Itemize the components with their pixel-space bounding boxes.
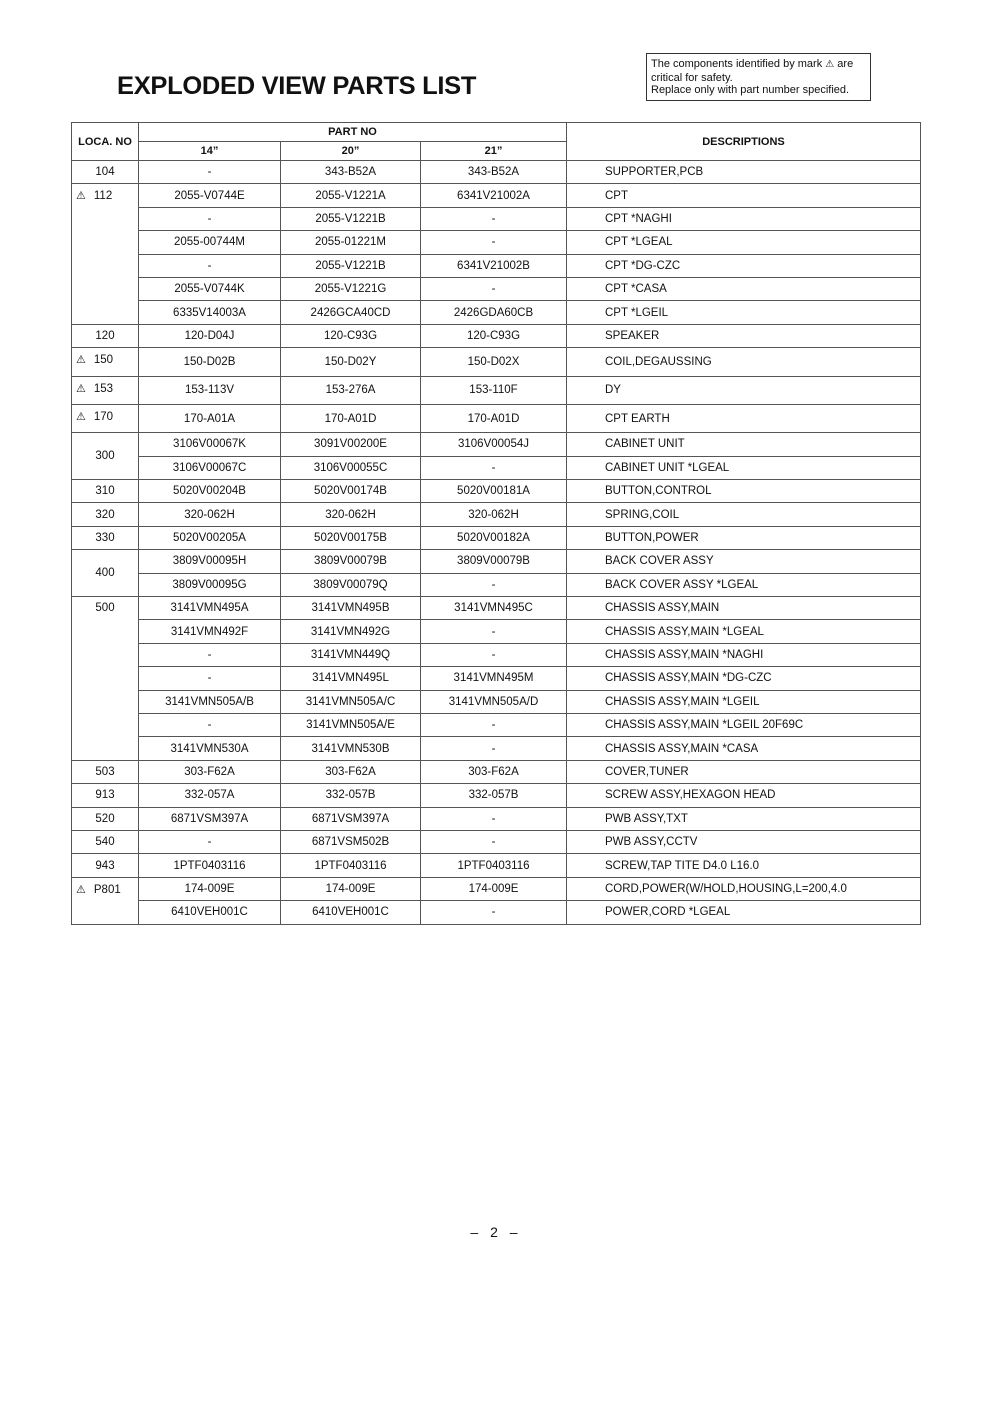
page-number: – 2 – — [470, 1224, 522, 1240]
description-cell: CPT *LGEIL — [567, 301, 921, 324]
header-size-14: 14” — [139, 142, 281, 161]
part-no-14-cell: 2055-V0744E — [139, 184, 281, 207]
description-cell: CHASSIS ASSY,MAIN *LGEIL — [567, 690, 921, 713]
part-no-14-cell: 3141VMN505A/B — [139, 690, 281, 713]
table-row — [72, 643, 921, 666]
part-no-21-cell: - — [421, 277, 567, 300]
part-no-20-cell: 343-B52A — [281, 161, 421, 184]
page-title: EXPLODED VIEW PARTS LIST — [117, 72, 477, 100]
description-cell: CHASSIS ASSY,MAIN *DG-CZC — [567, 667, 921, 690]
loca-no-value: 540 — [95, 836, 115, 849]
part-no-14-cell: 6871VSM397A — [139, 807, 281, 830]
part-no-20-cell: 6410VEH001C — [281, 901, 421, 924]
loca-no-cell — [72, 404, 139, 432]
loca-no-value: 913 — [95, 789, 115, 802]
loca-no-value: 520 — [95, 812, 115, 825]
table-row — [72, 456, 921, 479]
part-no-14-cell: 303-F62A — [139, 760, 281, 783]
part-no-20-cell: 2426GCA40CD — [281, 301, 421, 324]
table-row — [72, 573, 921, 596]
description-cell: SCREW,TAP TITE D4.0 L16.0 — [567, 854, 921, 877]
part-no-14-cell: - — [139, 643, 281, 666]
part-no-20-cell: 3106V00055C — [281, 456, 421, 479]
table-row — [72, 231, 921, 254]
loca-no-cell — [72, 161, 139, 184]
description-cell: CPT *CASA — [567, 277, 921, 300]
part-no-20-cell: 6871VSM502B — [281, 830, 421, 853]
loca-no-cell — [72, 348, 139, 376]
warning-icon: ⚠ — [76, 354, 86, 367]
part-no-14-cell: 170-A01A — [139, 404, 281, 432]
loca-no-value: 170 — [93, 410, 114, 423]
table-row — [72, 690, 921, 713]
description-cell: BUTTON,CONTROL — [567, 480, 921, 503]
part-no-20-cell: 3809V00079B — [281, 550, 421, 573]
description-cell: CABINET UNIT *LGEAL — [567, 456, 921, 479]
part-no-21-cell: - — [421, 207, 567, 230]
part-no-21-cell: 3141VMN505A/D — [421, 690, 567, 713]
safety-note-line1 — [651, 58, 870, 72]
loca-no-cell — [72, 480, 139, 503]
part-no-21-cell: 303-F62A — [421, 760, 567, 783]
part-no-21-cell: 174-009E — [421, 877, 567, 900]
part-no-14-cell: - — [139, 207, 281, 230]
safety-note-line3: Replace only with part number specified. — [651, 84, 850, 96]
safety-note-line2: critical for safety. — [651, 71, 733, 84]
part-no-21-cell: - — [421, 573, 567, 596]
parts-table — [71, 122, 921, 925]
description-cell: CPT EARTH — [567, 404, 921, 432]
part-no-21-cell: 343-B52A — [421, 161, 567, 184]
description-cell: CORD,POWER(W/HOLD,HOUSING,L=200,4.0 — [567, 877, 921, 900]
part-no-20-cell: 2055-V1221G — [281, 277, 421, 300]
description-cell: SPRING,COIL — [567, 503, 921, 526]
part-no-14-cell: 2055-00744M — [139, 231, 281, 254]
description-cell: POWER,CORD *LGEAL — [567, 901, 921, 924]
warning-icon: ⚠ — [76, 883, 86, 896]
warning-icon: ⚠ — [76, 190, 86, 203]
table-row — [72, 376, 921, 404]
part-no-21-cell: 1PTF0403116 — [421, 854, 567, 877]
description-cell: COVER,TUNER — [567, 760, 921, 783]
description-cell: CPT *LGEAL — [567, 231, 921, 254]
description-cell: COIL,DEGAUSSING — [567, 348, 921, 376]
part-no-20-cell: 3091V00200E — [281, 433, 421, 456]
loca-no-value: 120 — [95, 329, 115, 342]
part-no-21-cell: 6341V21002B — [421, 254, 567, 277]
part-no-20-cell: 5020V00174B — [281, 480, 421, 503]
part-no-20-cell: 5020V00175B — [281, 526, 421, 549]
description-cell: CPT *NAGHI — [567, 207, 921, 230]
table-row — [72, 503, 921, 526]
loca-no-value: 500 — [95, 602, 115, 615]
part-no-21-cell: - — [421, 456, 567, 479]
header-size-21: 21” — [421, 142, 567, 161]
part-no-20-cell: 3141VMN492G — [281, 620, 421, 643]
description-cell: CHASSIS ASSY,MAIN — [567, 597, 921, 620]
table-row — [72, 760, 921, 783]
part-no-14-cell: - — [139, 830, 281, 853]
part-no-20-cell: 2055-V1221B — [281, 207, 421, 230]
table-row — [72, 480, 921, 503]
part-no-21-cell: 150-D02X — [421, 348, 567, 376]
safety-note — [646, 53, 871, 101]
header-descriptions: DESCRIPTIONS — [567, 123, 921, 161]
part-no-14-cell: 6335V14003A — [139, 301, 281, 324]
part-no-21-cell: 320-062H — [421, 503, 567, 526]
part-no-14-cell: 1PTF0403116 — [139, 854, 281, 877]
part-no-20-cell: 170-A01D — [281, 404, 421, 432]
description-cell: SCREW ASSY,HEXAGON HEAD — [567, 784, 921, 807]
loca-no-cell — [72, 807, 139, 830]
part-no-21-cell: - — [421, 901, 567, 924]
table-row — [72, 348, 921, 376]
part-no-21-cell: 6341V21002A — [421, 184, 567, 207]
part-no-20-cell: 2055-V1221B — [281, 254, 421, 277]
part-no-21-cell: 170-A01D — [421, 404, 567, 432]
part-no-21-cell: - — [421, 830, 567, 853]
table-row — [72, 324, 921, 347]
part-no-14-cell: 332-057A — [139, 784, 281, 807]
part-no-14-cell: - — [139, 667, 281, 690]
loca-no-value: 153 — [93, 382, 114, 395]
part-no-20-cell: 320-062H — [281, 503, 421, 526]
header-part-no: PART NO — [139, 123, 567, 142]
part-no-14-cell: 3809V00095H — [139, 550, 281, 573]
loca-no-value: 104 — [95, 166, 115, 179]
table-row — [72, 877, 921, 900]
description-cell: CHASSIS ASSY,MAIN *LGEAL — [567, 620, 921, 643]
part-no-20-cell: 303-F62A — [281, 760, 421, 783]
part-no-21-cell: - — [421, 643, 567, 666]
loca-no-cell — [72, 877, 139, 924]
part-no-14-cell: 6410VEH001C — [139, 901, 281, 924]
part-no-21-cell: - — [421, 231, 567, 254]
table-row — [72, 254, 921, 277]
table-row — [72, 161, 921, 184]
table-row — [72, 526, 921, 549]
header-size-20: 20” — [281, 142, 421, 161]
loca-no-value: 150 — [93, 354, 114, 367]
loca-no-value: 300 — [95, 450, 115, 463]
loca-no-cell — [72, 503, 139, 526]
table-row — [72, 737, 921, 760]
loca-no-value: 943 — [95, 859, 115, 872]
loca-no-cell — [72, 433, 139, 480]
part-no-20-cell: 3141VMN495B — [281, 597, 421, 620]
part-no-14-cell: - — [139, 161, 281, 184]
part-no-21-cell: 3106V00054J — [421, 433, 567, 456]
part-no-21-cell: 2426GDA60CB — [421, 301, 567, 324]
table-row — [72, 404, 921, 432]
table-row — [72, 667, 921, 690]
loca-no-value: 330 — [95, 532, 115, 545]
part-no-21-cell: 3809V00079B — [421, 550, 567, 573]
header-loca-no: LOCA. NO — [72, 123, 139, 161]
part-no-20-cell: 332-057B — [281, 784, 421, 807]
part-no-14-cell: 3141VMN495A — [139, 597, 281, 620]
part-no-14-cell: 120-D04J — [139, 324, 281, 347]
table-row — [72, 550, 921, 573]
part-no-20-cell: 2055-V1221A — [281, 184, 421, 207]
loca-no-value: 400 — [95, 567, 115, 580]
part-no-21-cell: - — [421, 737, 567, 760]
description-cell: CHASSIS ASSY,MAIN *CASA — [567, 737, 921, 760]
part-no-14-cell: 153-113V — [139, 376, 281, 404]
part-no-20-cell: 3141VMN495L — [281, 667, 421, 690]
table-row — [72, 830, 921, 853]
table-row — [72, 901, 921, 924]
part-no-21-cell: 3141VMN495C — [421, 597, 567, 620]
warning-icon: ⚠ — [76, 410, 86, 423]
loca-no-cell — [72, 376, 139, 404]
description-cell: PWB ASSY,TXT — [567, 807, 921, 830]
part-no-21-cell: - — [421, 620, 567, 643]
part-no-20-cell: 3809V00079Q — [281, 573, 421, 596]
description-cell: BACK COVER ASSY *LGEAL — [567, 573, 921, 596]
description-cell: CPT *DG-CZC — [567, 254, 921, 277]
warning-icon: ⚠ — [76, 382, 86, 395]
loca-no-cell — [72, 854, 139, 877]
part-no-21-cell: 332-057B — [421, 784, 567, 807]
part-no-14-cell: 3106V00067K — [139, 433, 281, 456]
description-cell: SUPPORTER,PCB — [567, 161, 921, 184]
description-cell: SPEAKER — [567, 324, 921, 347]
loca-no-value: 503 — [95, 765, 115, 778]
loca-no-cell — [72, 784, 139, 807]
description-cell: CPT — [567, 184, 921, 207]
part-no-20-cell: 3141VMN449Q — [281, 643, 421, 666]
table-row — [72, 433, 921, 456]
part-no-14-cell: - — [139, 254, 281, 277]
part-no-14-cell: 150-D02B — [139, 348, 281, 376]
safety-note-text-end: are — [837, 58, 854, 70]
part-no-14-cell: 2055-V0744K — [139, 277, 281, 300]
part-no-21-cell: 153-110F — [421, 376, 567, 404]
part-no-14-cell: 3141VMN492F — [139, 620, 281, 643]
part-no-21-cell: 5020V00182A — [421, 526, 567, 549]
safety-note-text: The components identified by mark — [651, 58, 823, 70]
loca-no-value: 112 — [93, 190, 113, 203]
part-no-21-cell: - — [421, 713, 567, 736]
part-no-14-cell: 174-009E — [139, 877, 281, 900]
table-row — [72, 854, 921, 877]
loca-no-value: 320 — [95, 508, 115, 521]
parts-table-body — [72, 161, 921, 925]
part-no-20-cell: 174-009E — [281, 877, 421, 900]
part-no-20-cell: 3141VMN505A/E — [281, 713, 421, 736]
loca-no-cell — [72, 184, 139, 324]
part-no-20-cell: 120-C93G — [281, 324, 421, 347]
part-no-14-cell: 5020V00205A — [139, 526, 281, 549]
parts-table-header — [72, 123, 921, 161]
loca-no-cell — [72, 550, 139, 597]
description-cell: PWB ASSY,CCTV — [567, 830, 921, 853]
part-no-21-cell: 3141VMN495M — [421, 667, 567, 690]
part-no-20-cell: 6871VSM397A — [281, 807, 421, 830]
part-no-20-cell: 150-D02Y — [281, 348, 421, 376]
table-row — [72, 277, 921, 300]
part-no-20-cell: 153-276A — [281, 376, 421, 404]
table-row — [72, 597, 921, 620]
loca-no-value: 310 — [95, 485, 115, 498]
part-no-14-cell: 3809V00095G — [139, 573, 281, 596]
description-cell: CHASSIS ASSY,MAIN *LGEIL 20F69C — [567, 713, 921, 736]
part-no-21-cell: 120-C93G — [421, 324, 567, 347]
loca-no-cell — [72, 760, 139, 783]
table-row — [72, 184, 921, 207]
loca-no-cell — [72, 830, 139, 853]
part-no-14-cell: 5020V00204B — [139, 480, 281, 503]
description-cell: CABINET UNIT — [567, 433, 921, 456]
table-row — [72, 207, 921, 230]
part-no-14-cell: 3141VMN530A — [139, 737, 281, 760]
loca-no-cell — [72, 526, 139, 549]
part-no-14-cell: 3106V00067C — [139, 456, 281, 479]
part-no-20-cell: 2055-01221M — [281, 231, 421, 254]
table-row — [72, 784, 921, 807]
warning-icon: ⚠ — [825, 59, 835, 70]
part-no-20-cell: 3141VMN530B — [281, 737, 421, 760]
part-no-14-cell: - — [139, 713, 281, 736]
loca-no-value: P801 — [93, 883, 121, 896]
table-row — [72, 807, 921, 830]
part-no-21-cell: 5020V00181A — [421, 480, 567, 503]
part-no-21-cell: - — [421, 807, 567, 830]
part-no-14-cell: 320-062H — [139, 503, 281, 526]
table-row — [72, 620, 921, 643]
table-row — [72, 301, 921, 324]
description-cell: BUTTON,POWER — [567, 526, 921, 549]
table-row — [72, 713, 921, 736]
loca-no-cell — [72, 597, 139, 761]
description-cell: DY — [567, 376, 921, 404]
description-cell: BACK COVER ASSY — [567, 550, 921, 573]
part-no-20-cell: 3141VMN505A/C — [281, 690, 421, 713]
part-no-20-cell: 1PTF0403116 — [281, 854, 421, 877]
description-cell: CHASSIS ASSY,MAIN *NAGHI — [567, 643, 921, 666]
loca-no-cell — [72, 324, 139, 347]
